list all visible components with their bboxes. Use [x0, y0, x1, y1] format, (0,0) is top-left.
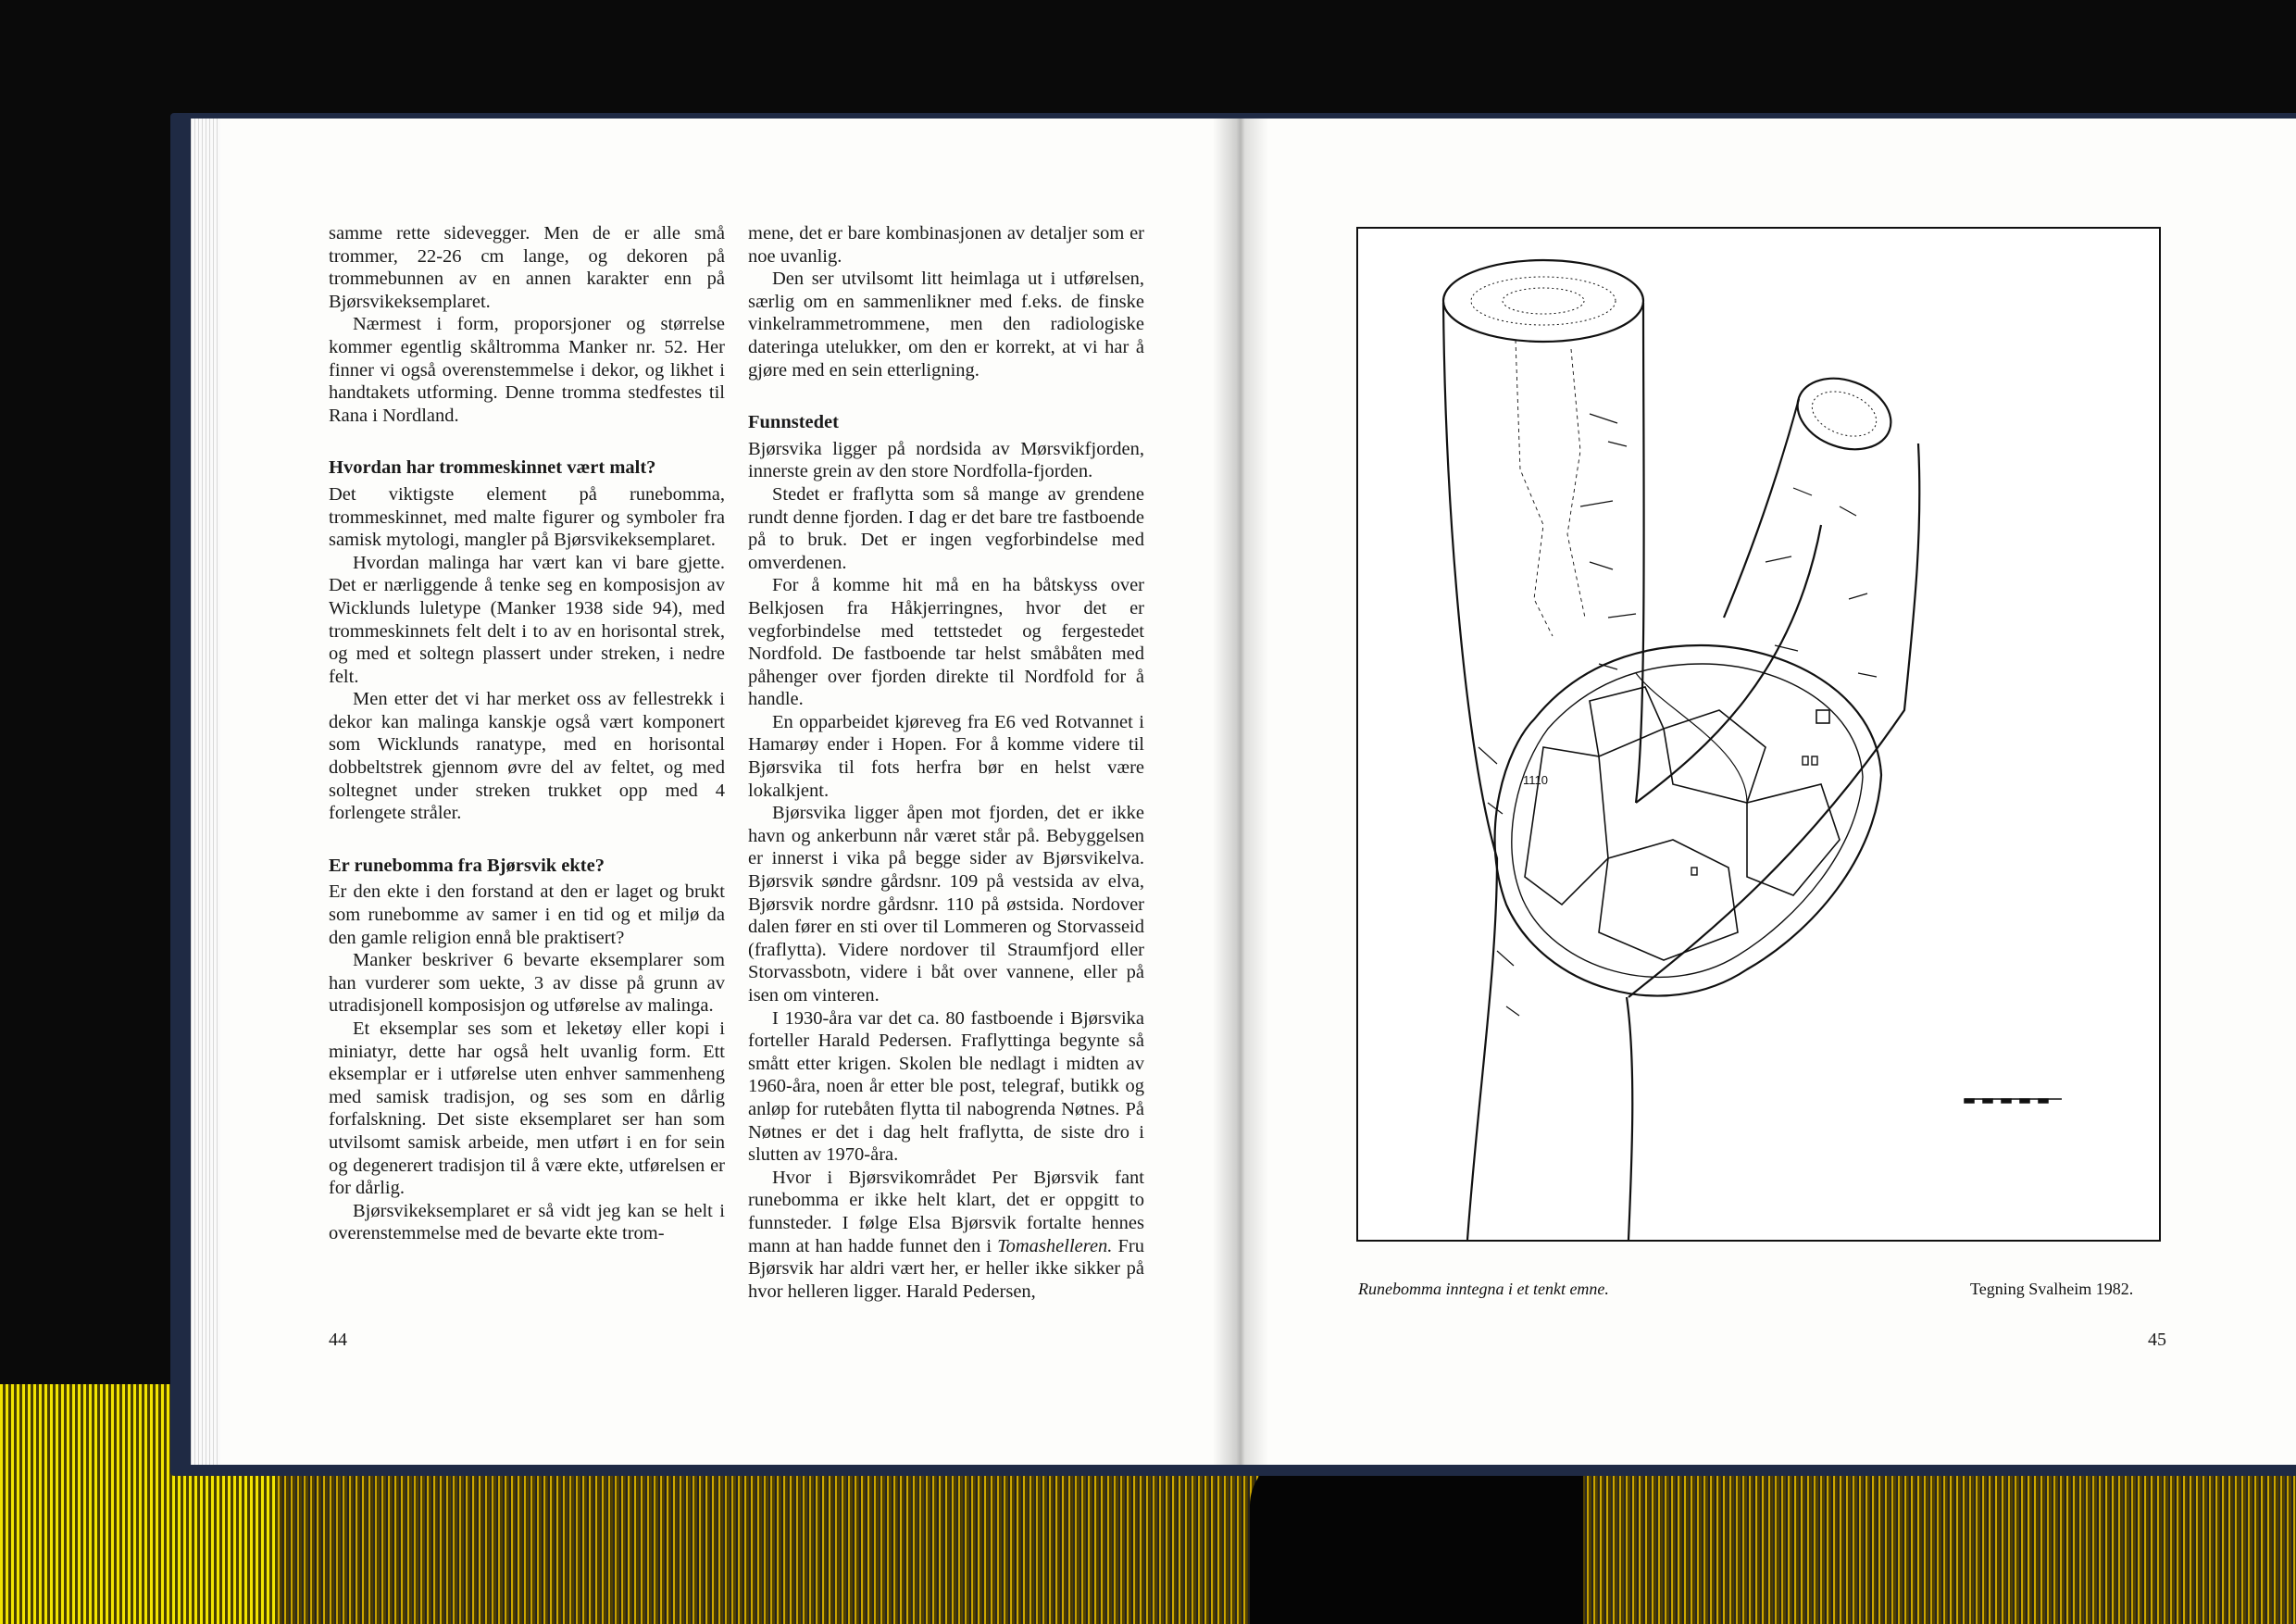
runebomme-drawing: [1358, 229, 2159, 1240]
left-page-column-1: [329, 222, 725, 1245]
paragraph: Bjørsvika ligger åpen mot fjorden, det er ikke havn og ankerbunn når været står på. Bebyggelsen er innerst i vika på begge sider av Bjørsvikelva. Bjørsvik søndre gårdsnr. 109 på vestsida av elva, Bjørsvik nordre gårdsnr. 110 på østsida. Nordover dalen fører en sti over til Lommeren og Storvasseid (fraflytta). Videre nordover til Straumfjord eller Storvassbotn, videre i båt over vannene, eller på isen om vinteren.: [748, 803, 1144, 1006]
paragraph: Et eksemplar ses som et leketøy eller kopi i miniatyr, dette har også helt uvanlig form. Ett eksemplar er i utførelse uten enhver sammenheng med samisk tradisjon, og ses som en dårlig forfalskning. Det siste eksemplaret ser han som utvilsomt samisk arbeide, men utført i en for sein og degenerert tradisjon til å være ekte, utførelsen er for dårlig.: [329, 1018, 725, 1199]
page-number-right: 45: [2148, 1330, 2166, 1350]
figure-credit: Tegning Svalheim 1982.: [1970, 1280, 2134, 1298]
left-page-column-2: [748, 222, 1144, 1303]
scale-bar: [1965, 1099, 2062, 1103]
branch-top-ellipse: [1788, 366, 1901, 461]
section-heading: Funnstedet: [748, 412, 839, 433]
trunk-top-ellipse: [1443, 260, 1643, 342]
paragraph: [748, 1167, 1144, 1304]
page-edges: [191, 119, 220, 1465]
paragraph: Nærmest i form, proporsjoner og størrelse kommer egentlig skåltromma Manker nr. 52. Her finner vi også overenstemmelse i dekor, og likhet i handtakets utforming. Denne tromma stedfestes til Rana i Nordland.: [329, 314, 725, 426]
section-heading: Er runebomma fra Bjørsvik ekte?: [329, 855, 605, 876]
paragraph: samme rette sidevegger. Men de er alle små trommer, 22-26 cm lange, og dekoren på trommebunnen av en annen karakter enn på Bjørsvikeksemplaret.: [329, 223, 725, 312]
paragraph: Er den ekte i den forstand at den er laget og brukt som runebomme av samer i en tid og et miljø da den gamle religion ennå ble praktisert?: [329, 881, 725, 948]
drum-marks: 1110: [1523, 773, 1548, 787]
paragraph: mene, det er bare kombinasjonen av detaljer som er noe uvanlig.: [748, 223, 1144, 267]
figure-frame: [1356, 227, 2161, 1242]
trunk-right-edge: [1636, 303, 1644, 803]
paragraph: Men etter det vi har merket oss av fellestrekk i dekor kan malinga kanskje også vært komponert som Wicklunds ranatype, med en horisontal dobbeltstrek gjennom øvre del av feltet, og med soltegnet under streken trukket opp med 4 forlengete stråler.: [329, 689, 725, 824]
paragraph: Det viktigste element på runebomma, trommeskinnet, med malte figurer og symboler fra samisk mytologi, mangler på Bjørsvikeksemplaret.: [329, 483, 725, 551]
section-heading: Hvordan har trommeskinnet vært malt?: [329, 457, 656, 479]
paragraph-text: Hvor i Bjørsvikområdet Per Bjørsvik fant runebomma er ikke helt klart, det er oppgitt to funnsteder. I følge Elsa Bjørsvik fortalte hennes mann at han hadde funnet den i: [748, 1167, 1144, 1256]
trunk-left-edge: [1443, 303, 1497, 1240]
paragraph: Den ser utvilsomt litt heimlaga ut i utførelsen, særlig om en sammenlikner med f.eks. de finske vinkelrammetrommene, men den radiologiske dateringa utelukker, om den er korrekt, at vi har å gjøre med en sein etterligning.: [748, 269, 1144, 381]
drum-outline: [1495, 645, 1881, 996]
paragraph: Bjørsvika ligger på nordsida av Mørsvikfjorden, innerste grein av den store Nordfolla-fjorden.: [748, 438, 1144, 482]
figure-caption: Runebomma inntegna i et tenkt emne.: [1358, 1280, 1609, 1298]
paragraph: En opparbeidet kjøreveg fra E6 ved Rotvannet i Hamarøy ender i Hopen. For å komme videre til Bjørsvika til fots herfra bør en helst være lokalkjent.: [748, 711, 1144, 801]
paragraph-text: Fru Bjørsvik har aldri vært her, er heller ikke sikker på hvor helleren ligger. Harald Pedersen,: [748, 1235, 1144, 1302]
book-gutter: [1213, 119, 1268, 1465]
paragraph: Hvordan malinga har vært kan vi bare gjette. Det er nærliggende å tenke seg en komposisjon av Wicklunds luletype (Manker 1938 side 94), med trommeskinnets felt delt i to av en horisontal strek, og med et soltegn plassert under streken, i nedre felt.: [329, 552, 725, 687]
paragraph: Stedet er fraflytta som så mange av grendene rundt denne fjorden. I dag er det bare tre fastboende på to bruk. Det er ingen vegforbindelse med omverdenen.: [748, 483, 1144, 573]
paragraph: I 1930-åra var det ca. 80 fastboende i Bjørsvika forteller Harald Pedersen. Fraflyttinga begynte så smått etter krigen. Skolen ble nedlagt i midten av 1960-åra, noen år etter ble post, telegraf, butikk og anløp for rutebåten flytta til nabogrenda Nøtnes. På Nøtnes er det i dag helt fraflytta, de siste dro i slutten av 1970-åra.: [748, 1007, 1144, 1166]
page-number-left: 44: [329, 1330, 347, 1350]
paragraph: Bjørsvikeksemplaret er så vidt jeg kan se helt i overenstemmelse med de bevarte ekte trom-: [329, 1200, 725, 1244]
paragraph: Manker beskriver 6 bevarte eksemplarer som han vurderer som uekte, 3 av disse på grunn av utradisjonell komposisjon og utførelse av malinga.: [329, 950, 725, 1017]
paragraph: For å komme hit må en ha båtskyss over Belkjosen fra Håkjerringnes, hvor det er vegforbindelse med tettstedet og fergestedet Nordfold. De fastboende tar helst småbåten med påhenger over fjorden direkte til Nordfold for å handle.: [748, 575, 1144, 710]
italic-place-name: Tomashelleren.: [997, 1235, 1113, 1256]
